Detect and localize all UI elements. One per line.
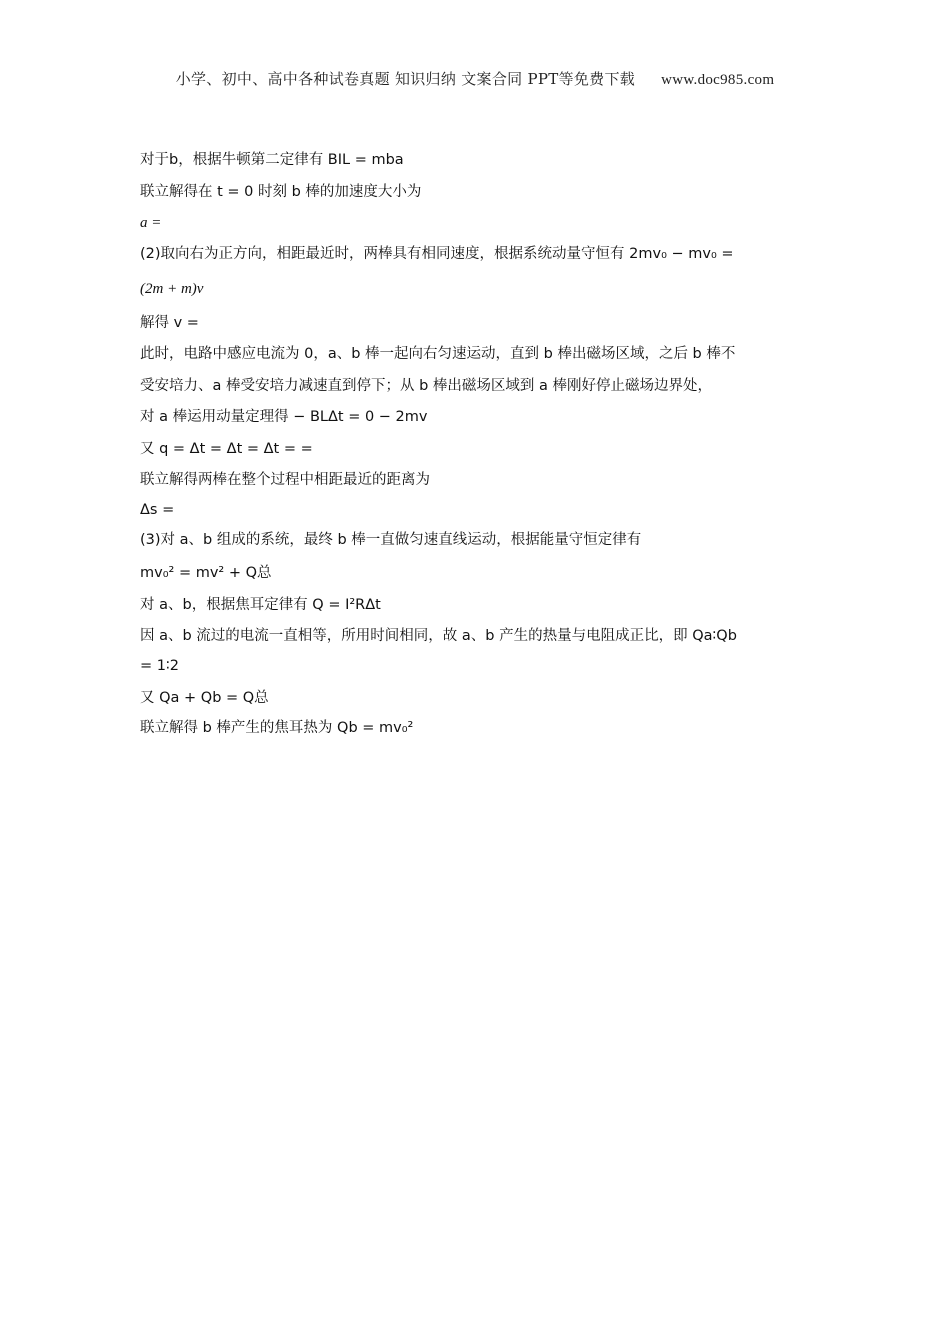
- line-solve-v: 解得 v =: [140, 315, 199, 331]
- line-heat-sum: 又 Qa + Qb = Q总: [140, 690, 269, 706]
- line-closest-distance: Δs =: [140, 502, 175, 518]
- line-heat-ratio-value: = 1∶2: [140, 658, 179, 674]
- line-joule-law: 对 a、b，根据焦耳定律有 Q = I²RΔt: [140, 597, 381, 613]
- line-momentum-theorem: 对 a 棒运用动量定理得 − BLΔt = 0 − 2mv: [140, 409, 428, 425]
- header-text: 小学、初中、高中各种试卷真题 知识归纳 文案合同 PPT等免费下载: [175, 70, 636, 88]
- line-heat-ratio: 因 a、b 流过的电流一直相等，所用时间相同，故 a、b 产生的热量与电阻成正比，即 Qa∶Qb: [140, 628, 737, 644]
- line-energy-equation: mv₀² = mv² + Q总: [140, 565, 272, 581]
- line-newton-second-law: 对于b，根据牛顿第二定律有 BIL = mba: [140, 152, 404, 168]
- line-charge: 又 q = Δt = Δt = Δt = =: [140, 441, 313, 457]
- line-acceleration-intro: 联立解得在 t = 0 时刻 b 棒的加速度大小为: [140, 184, 422, 200]
- line-closest-distance-intro: 联立解得两棒在整个过程中相距最近的距离为: [140, 472, 430, 488]
- line-part2-momentum-cont: (2m + m)v: [140, 281, 204, 297]
- page-header: [0, 68, 950, 89]
- line-part2-momentum: (2)取向右为正方向，相距最近时，两棒具有相同速度，根据系统动量守恒有 2mv₀ − mv₀ =: [140, 246, 734, 262]
- header-url[interactable]: www.doc985.com: [661, 72, 775, 88]
- line-ampere-force: 受安培力、a 棒受安培力减速直到停下；从 b 棒出磁场区域到 a 棒刚好停止磁场边界处，: [140, 378, 713, 394]
- line-current-zero: 此时，电路中感应电流为 0，a、b 棒一起向右匀速运动，直到 b 棒出磁场区域，之后 b 棒不: [140, 346, 736, 362]
- line-acceleration-value: a =: [140, 215, 162, 231]
- line-part3-energy: (3)对 a、b 组成的系统，最终 b 棒一直做匀速直线运动，根据能量守恒定律有: [140, 532, 642, 548]
- line-final-result: 联立解得 b 棒产生的焦耳热为 Qb = mv₀²: [140, 720, 414, 736]
